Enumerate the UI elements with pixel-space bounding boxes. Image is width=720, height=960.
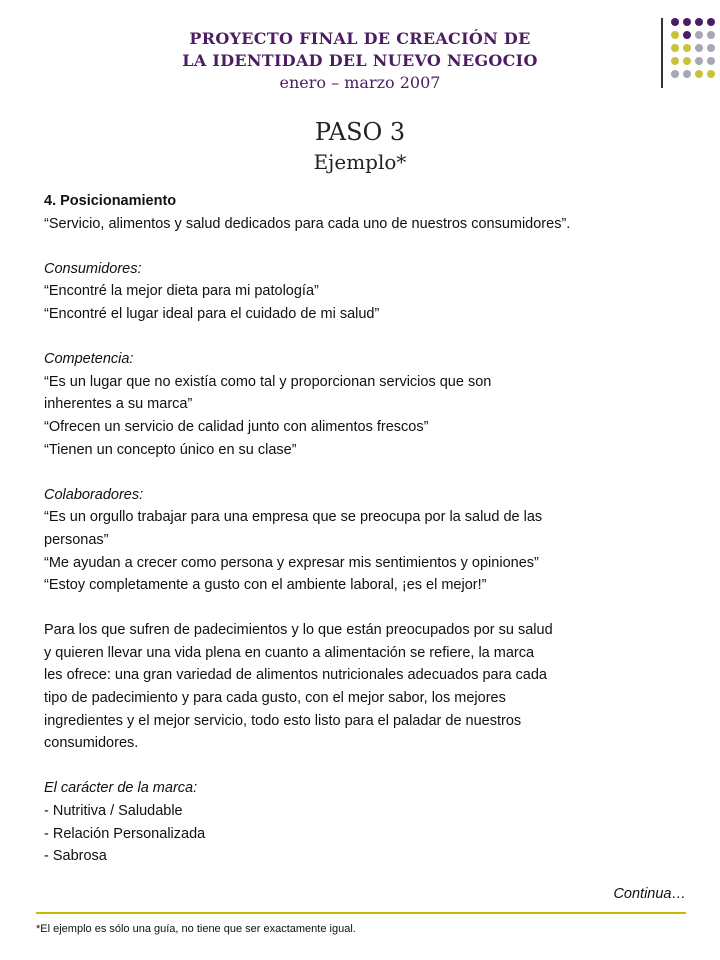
competencia-label: Competencia: [44,351,134,368]
consumidores-quote: “Encontré el lugar ideal para el cuidado de mi salud” [44,305,380,322]
decorative-dot [707,44,715,52]
header-line-3: enero – marzo 2007 [279,73,441,92]
decorative-dot [671,70,679,78]
competencia-quote: inherentes a su marca” [44,396,193,413]
paragraph-line: consumidores. [44,735,139,752]
consumidores-label: Consumidores: [44,260,142,277]
section-heading: 4. Posicionamiento [44,193,177,209]
decorative-dot [695,44,703,52]
caracter-item: - Sabrosa [44,848,107,865]
decorative-divider [661,18,663,88]
colaboradores-quote: “Me ayudan a crecer como persona y expresar mis sentimientos y opiniones” [44,554,539,571]
document-body [44,190,684,868]
positioning-statement: “Servicio, alimentos y salud dedicados para cada uno de nuestros consumidores”. [44,215,571,232]
colaboradores-quote: “Es un orgullo trabajar para una empresa que se preocupa por la salud de las [44,509,543,526]
decorative-dot [695,18,703,26]
decorative-dot [695,57,703,65]
decorative-dot [707,57,715,65]
page-subtitle: Ejemplo* [313,150,407,174]
decorative-dot [671,31,679,39]
paragraph-line: y quieren llevar una vida plena en cuanto a alimentación se refiere, la marca [44,644,535,661]
colaboradores-label: Colaboradores: [44,486,144,503]
decorative-dot [671,57,679,65]
consumidores-quote: “Encontré la mejor dieta para mi patología” [44,283,319,300]
decorative-dot [683,57,691,65]
colaboradores-quote: “Estoy completamente a gusto con el ambiente laboral, ¡es el mejor!” [44,577,487,594]
decorative-dot [683,70,691,78]
decorative-dot [707,70,715,78]
decorative-dot [707,31,715,39]
paragraph-line: Para los que sufren de padecimientos y lo que están preocupados por su salud [44,622,553,639]
decorative-dot [683,31,691,39]
caracter-item: - Relación Personalizada [44,825,206,842]
decorative-dot [695,31,703,39]
competencia-quote: “Tienen un concepto único en su clase” [44,441,297,458]
decorative-dot [671,44,679,52]
footer-rule [36,912,686,914]
footnote: *El ejemplo es sólo una guía, no tiene que ser exactamente igual. [36,923,356,935]
decorative-dot [695,70,703,78]
paragraph-line: les ofrece: una gran variedad de alimentos nutricionales adecuados para cada [44,667,547,684]
decorative-dot [707,18,715,26]
decorative-dot [671,18,679,26]
document-header [100,28,620,94]
paragraph-line: tipo de padecimiento y para cada gusto, con el mejor sabor, los mejores [44,690,506,707]
header-line-1: PROYECTO FINAL DE CREACIÓN DE [189,29,531,48]
competencia-quote: “Ofrecen un servicio de calidad junto con alimentos frescos” [44,418,429,435]
paragraph-line: ingredientes y el mejor servicio, todo esto listo para el paladar de nuestros [44,712,522,729]
colaboradores-quote: personas” [44,531,109,548]
header-line-2: LA IDENTIDAD DEL NUEVO NEGOCIO [182,51,538,70]
caracter-item: - Nutritiva / Saludable [44,803,183,820]
competencia-quote: “Es un lugar que no existía como tal y proporcionan servicios que son [44,373,492,390]
page-title: PASO 3 [314,118,406,146]
decorative-dot [683,18,691,26]
caracter-label: El carácter de la marca: [44,780,198,797]
continue-note: Continua… [613,886,686,902]
decorative-dot-grid [671,18,720,88]
decorative-dot [683,44,691,52]
